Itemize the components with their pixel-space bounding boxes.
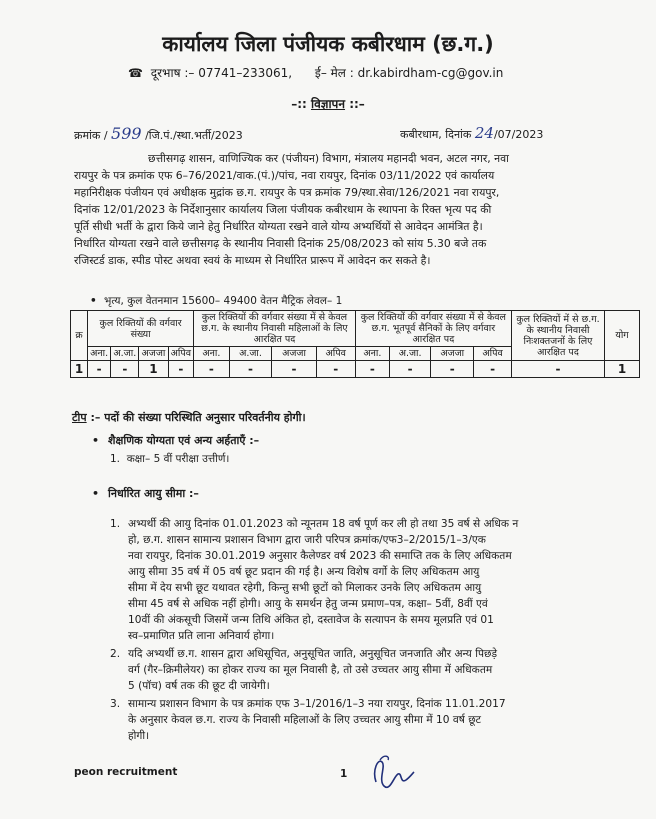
list-item: 2. यदि अभ्यर्थी छ.ग. शासन द्वारा अधिसूचित, अनुसूचित जाति, अनुसूचित जनजाति और अन्य पिछड़े वर्ग (गैर–क्रिमीलेयर) का होकर राज्य का मूल निवासी है, तो उसे उच्चतर आयु सीमा में अधिकतम 5 (पॉच) वर्ष तक की छूट दी जायेगी। bbox=[110, 648, 498, 692]
group3-header: कुल रिक्तियों की वर्गवार संख्या में से केवल छ.ग. भूतपूर्व सैनिकों के लिए वर्गवार आरक्षित पद bbox=[355, 311, 511, 347]
group2-header: कुल रिक्तियों की वर्गवार संख्या में से केवल छ.ग. के स्थानीय निवासी महिलाओं के लिए आरक्षित पद bbox=[194, 311, 356, 347]
page-number: 1 bbox=[340, 768, 348, 780]
education-heading: • शैक्षणिक योग्यता एवं अन्य अर्हताएँ :– bbox=[92, 434, 260, 447]
body-line: महानिरीक्षक पंजीयन एवं अधीक्षक मुद्रांक छ.ग. रायपुर के पत्र क्रमांक 79/स्था.सेवा/126/2021 नवा रायपुर, bbox=[74, 186, 500, 199]
table-row: 1 - - 1 - - - - - - - - - - 1 bbox=[71, 361, 640, 378]
post-details: • भृत्य, कुल वेतनमान 15600– 49400 वेतन मैट्रिक लेवल– 1 bbox=[90, 295, 343, 307]
bullet-icon: • bbox=[90, 295, 97, 307]
age-items bbox=[110, 516, 630, 746]
footer-label: peon recruitment bbox=[74, 766, 178, 778]
notice-heading-text: विज्ञापन bbox=[310, 97, 346, 111]
group1-header: कुल रिक्तियों की वर्गवार संख्या bbox=[88, 311, 194, 347]
col-kr: क्र bbox=[71, 311, 88, 361]
body-line: छत्तीसगढ़ शासन, वाणिज्यिक कर (पंजीयन) विभाग, मंत्रालय महानदी भवन, अटल नगर, नवा bbox=[148, 152, 509, 165]
place-date: कबीरधाम, दिनांक 24/07/2023 bbox=[400, 124, 544, 142]
bullet-icon: • bbox=[92, 487, 100, 500]
signature-icon bbox=[368, 752, 416, 796]
age-heading: • निर्धारित आयु सीमा :– bbox=[92, 487, 199, 500]
list-item: 3. सामान्य प्रशासन विभाग के पत्र क्रमांक एफ 3–1/2016/1–3 नया रायपुर, दिनांक 11.01.2017 के अनुसार केवल छ.ग. राज्य के निवासी महिलाओं के लिए उच्चतर आयु सीमा में 10 वर्ष छूट होगी। bbox=[110, 698, 506, 742]
notice-body bbox=[74, 150, 634, 269]
reference-number: क्रमांक / 599 /जि.पं./स्था.भर्ती/2023 bbox=[74, 124, 243, 143]
body-line: पूर्ति सीधी भर्ती के द्वारा किये जाने हेतु निर्धारित योग्यता रखने वाले योग्य अभ्यर्थियों से आवेदन आमंत्रित है। bbox=[74, 220, 483, 233]
tip-note: टीप :– पदों की संख्या परिस्थिति अनुसार परिवर्तनीय होगी। bbox=[72, 411, 306, 424]
notice-heading: –:: विज्ञापन ::– bbox=[291, 97, 365, 111]
phone-label: दूरभाष :– bbox=[150, 66, 195, 80]
body-line: रायपुर के पत्र क्रमांक एफ 6–76/2021/वाक.(पं.)/पांच, नवा रायपुर, दिनांक 03/11/2022 एवं कार्यालय bbox=[74, 169, 495, 182]
vacancy-table: क्र कुल रिक्तियों की वर्गवार संख्या कुल रिक्तियों की वर्गवार संख्या में से केवल छ.ग. के स्थानीय निवासी महिलाओं के लिए आरक्षित पद कुल रिक्तियों की वर्गवार संख्या में से केवल छ.ग. भूतपूर्व सैनिकों के लिए वर्गवार आरक्षित पद कुल रिक्तियों में से छ.ग. के स्थानीय निवासी निःशक्तजनों के लिए आरक्षित पद योग अना. अ.जा. अजजा अपिव अना. अ.जा. अजजा अपिव अना. अ.जा. अजजा अपिव 1 - - 1 - - - - - - - - - - 1 bbox=[70, 310, 640, 378]
body-line: रजिस्टर्ड डाक, स्पीड पोस्ट अथवा स्वयं के माध्यम से निर्धारित प्रारूप में आवेदन कर सकते है। bbox=[74, 254, 431, 267]
handwritten-day: 24 bbox=[474, 124, 494, 142]
list-item: 1. अभ्यर्थी की आयु दिनांक 01.01.2023 को न्यूनतम 18 वर्ष पूर्ण कर ली हो तथा 35 वर्ष से अधिक न हो, छ.ग. शासन सामान्य प्रशासन विभाग द्वारा जारी परिपत्र क्रमांक/एफ3–2/2015/1–3/एक नवा रायपुर, दिनांक 30.01.2019 अनुसार कैलेण्डर वर्ष 2023 की समाप्ति तक के लिए अधिकतम आयु सीमा 35 वर्ष में 05 वर्ष छूट प्रदान की गई है। अन्य विशेष वर्गो के लिए अधिकतम आयु सीमा में देय सभी छूट यथावत रहेगी, किन्तु सभी छूटों को मिलाकर उनके लिए अधिकतम आयु सीमा 45 वर्ष से अधिक नहीं होगी। आयु के समर्थन हेतु जन्म प्रमाण–पत्र, कक्षा– 5वीं, 8वीं एवं 10वीं की अंकसूची जिसमें जन्म तिथि अंकित हो, दस्तावेज के सत्यापन के समय मूलप्रति एवं 01 स्व–प्रमाणित प्रति लाना अनिवार्य होगा। bbox=[110, 518, 519, 642]
group4-header: कुल रिक्तियों में से छ.ग. के स्थानीय निवासी निःशक्तजनों के लिए आरक्षित पद bbox=[512, 311, 605, 361]
handwritten-number: 599 bbox=[111, 124, 142, 143]
phone-icon: ☎ bbox=[128, 66, 143, 80]
contact-line bbox=[128, 64, 503, 81]
email-label: ई– मेल : bbox=[314, 66, 354, 80]
email-address: dr.kabirdham-cg@gov.in bbox=[357, 66, 504, 80]
education-item: 1. कक्षा– 5 वीं परीक्षा उत्तीर्ण। bbox=[110, 453, 230, 465]
body-line: दिनांक 12/01/2023 के निर्देशानुसार कार्यालय जिला पंजीयक कबीरधाम के स्थापना के रिक्त भृत्य पद की bbox=[74, 203, 492, 216]
col-total: योग bbox=[605, 311, 640, 361]
body-line: निर्धारित योग्यता रखने वाले छत्तीसगढ़ के स्थानीय निवासी दिनांक 25/08/2023 को सांय 5.30 बजे तक bbox=[74, 237, 487, 250]
bullet-icon: • bbox=[92, 434, 100, 447]
office-title: कार्यालय जिला पंजीयक कबीरधाम (छ.ग.) bbox=[162, 32, 494, 56]
phone-number: 07741–233061, bbox=[198, 66, 293, 80]
